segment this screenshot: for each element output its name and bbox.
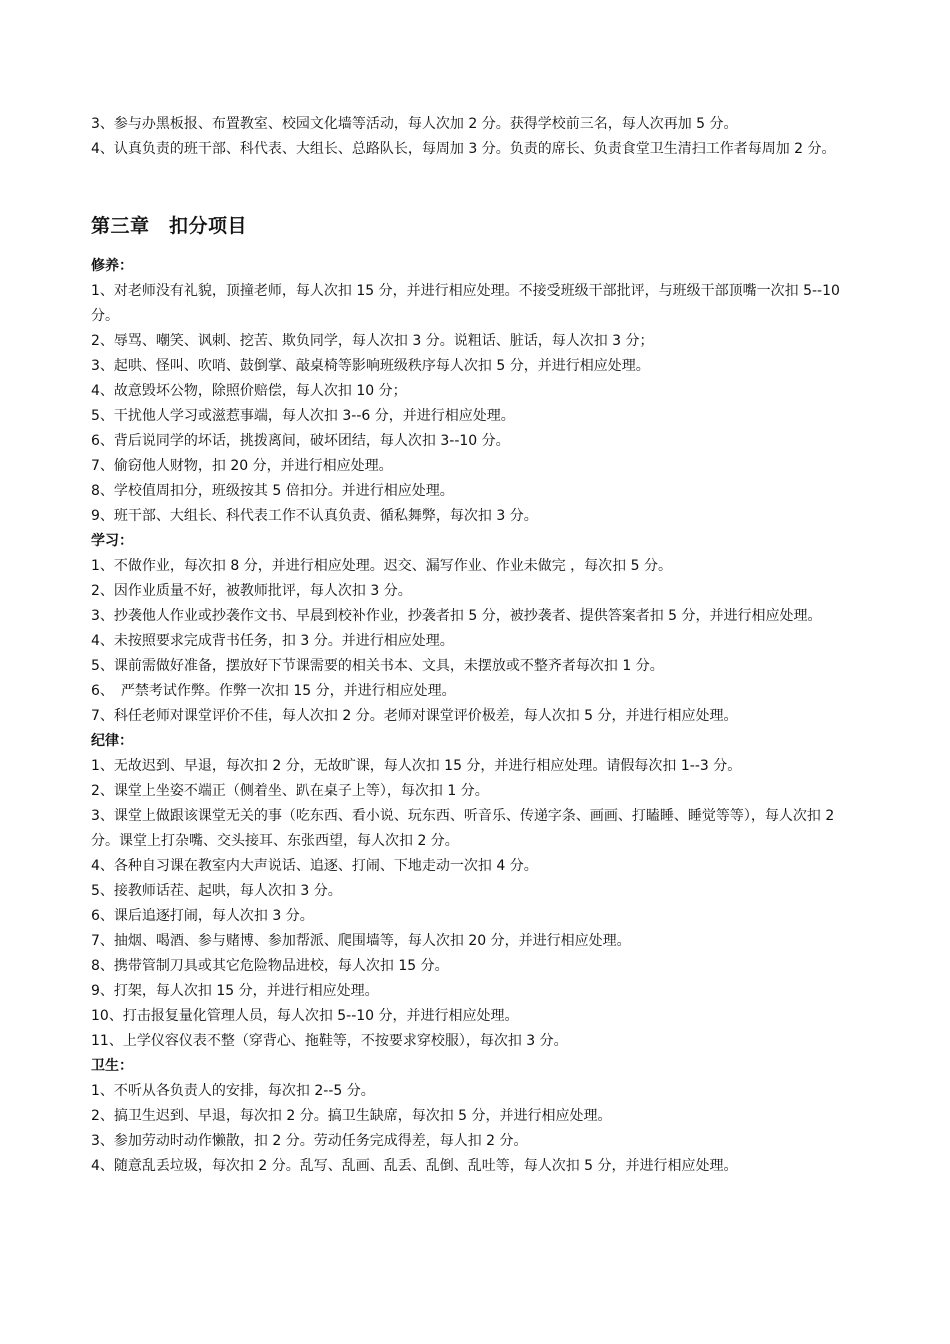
list-item: 1、无故迟到、早退，每次扣 2 分，无故旷课，每人次扣 15 分，并进行相应处理。请假每次扣 1--3 分。	[91, 758, 742, 774]
list-item: 1、不听从各负责人的安排，每次扣 2--5 分。	[91, 1083, 375, 1099]
list-item: 6、 严禁考试作弊。作弊一次扣 15 分，并进行相应处理。	[91, 683, 456, 699]
list-item: 9、打架，每人次扣 15 分，并进行相应处理。	[91, 983, 379, 999]
list-item: 8、学校值周扣分，班级按其 5 倍扣分。并进行相应处理。	[91, 483, 454, 499]
list-item: 2、因作业质量不好，被教师批评，每人次扣 3 分。	[91, 583, 412, 599]
list-item: 8、携带管制刀具或其它危险物品进校，每人次扣 15 分。	[91, 958, 449, 974]
intro-items	[91, 112, 861, 162]
section-study	[91, 529, 861, 729]
list-item: 9、班干部、大组长、科代表工作不认真负责、循私舞弊，每次扣 3 分。	[91, 508, 538, 524]
list-item: 1、不做作业，每次扣 8 分，并进行相应处理。迟交、漏写作业、作业未做完 ，每次扣 5 分。	[91, 558, 672, 574]
list-item: 4、故意毁坏公物，除照价赔偿，每人次扣 10 分；	[91, 383, 407, 399]
list-item: 5、干扰他人学习或滋惹事端，每人次扣 3--6 分，并进行相应处理。	[91, 408, 515, 424]
section-title: 卫生：	[91, 1058, 133, 1074]
section-hygiene	[91, 1054, 861, 1179]
intro-item: 3、参与办黑板报、布置教室、校园文化墙等活动，每人次加 2 分。获得学校前三名，每人次再加 5 分。	[91, 116, 738, 132]
list-item: 3、起哄、怪叫、吹哨、鼓倒掌、敲桌椅等影响班级秩序每人次扣 5 分，并进行相应处理。	[91, 358, 650, 374]
list-item: 7、抽烟、喝酒、参与赌博、参加帮派、爬围墙等，每人次扣 20 分，并进行相应处理。	[91, 933, 631, 949]
spacer	[91, 162, 861, 212]
list-item: 4、未按照要求完成背书任务，扣 3 分。并进行相应处理。	[91, 633, 454, 649]
section-discipline	[91, 729, 861, 1054]
list-item: 6、课后追逐打闹，每人次扣 3 分。	[91, 908, 314, 924]
rule-list	[91, 554, 861, 729]
list-item: 2、搞卫生迟到、早退，每次扣 2 分。搞卫生缺席，每次扣 5 分，并进行相应处理。	[91, 1108, 612, 1124]
list-item: 2、课堂上坐姿不端正（侧着坐、趴在桌子上等），每次扣 1 分。	[91, 783, 489, 799]
list-item: 3、抄袭他人作业或抄袭作文书、早晨到校补作业，抄袭者扣 5 分，被抄袭者、提供答案者扣 5 分，并进行相应处理。	[91, 608, 822, 624]
list-item: 3、参加劳动时动作懒散，扣 2 分。劳动任务完成得差，每人扣 2 分。	[91, 1133, 528, 1149]
list-item: 7、偷窃他人财物，扣 20 分，并进行相应处理。	[91, 458, 393, 474]
document-page	[91, 112, 861, 1179]
list-item: 4、各种自习课在教室内大声说话、追逐、打闹、下地走动一次扣 4 分。	[91, 858, 538, 874]
list-item: 10、打击报复量化管理人员，每人次扣 5--10 分，并进行相应处理。	[91, 1008, 519, 1024]
section-title: 修养：	[91, 258, 133, 274]
list-item: 2、辱骂、嘲笑、讽刺、挖苦、欺负同学，每人次扣 3 分。说粗话、脏话，每人次扣 3 分；	[91, 333, 654, 349]
list-item: 6、背后说同学的坏话，挑拨离间，破坏团结，每人次扣 3--10 分。	[91, 433, 510, 449]
list-item: 5、接教师话茬、起哄，每人次扣 3 分。	[91, 883, 342, 899]
list-item: 5、课前需做好准备，摆放好下节课需要的相关书本、文具，未摆放或不整齐者每次扣 1 分。	[91, 658, 664, 674]
chapter-title: 第三章 扣分项目	[91, 215, 248, 237]
list-item: 3、课堂上做跟该课堂无关的事（吃东西、看小说、玩东西、听音乐、传递字条、画画、打瞌睡、睡觉等等），每人次扣 2 分。课堂上打杂嘴、交头接耳、东张西望，每人次扣 2 分。	[91, 808, 835, 849]
list-item: 7、科任老师对课堂评价不佳，每人次扣 2 分。老师对课堂评价极差，每人次扣 5 分，并进行相应处理。	[91, 708, 738, 724]
intro-item: 4、认真负责的班干部、科代表、大组长、总路队长，每周加 3 分。负责的席长、负责食堂卫生清扫工作者每周加 2 分。	[91, 141, 836, 157]
rule-list	[91, 1079, 861, 1179]
section-cultivation	[91, 254, 861, 529]
list-item: 11、上学仪容仪表不整（穿背心、拖鞋等，不按要求穿校服），每次扣 3 分。	[91, 1033, 568, 1049]
section-title: 纪律：	[91, 733, 133, 749]
list-item: 1、对老师没有礼貌，顶撞老师，每人次扣 15 分，并进行相应处理。不接受班级干部批评，与班级干部顶嘴一次扣 5--10 分。	[91, 283, 840, 324]
rule-list	[91, 754, 861, 1054]
list-item: 4、随意乱丢垃圾，每次扣 2 分。乱写、乱画、乱丢、乱倒、乱吐等，每人次扣 5 分，并进行相应处理。	[91, 1158, 738, 1174]
section-title: 学习：	[91, 533, 133, 549]
rule-list	[91, 279, 861, 529]
